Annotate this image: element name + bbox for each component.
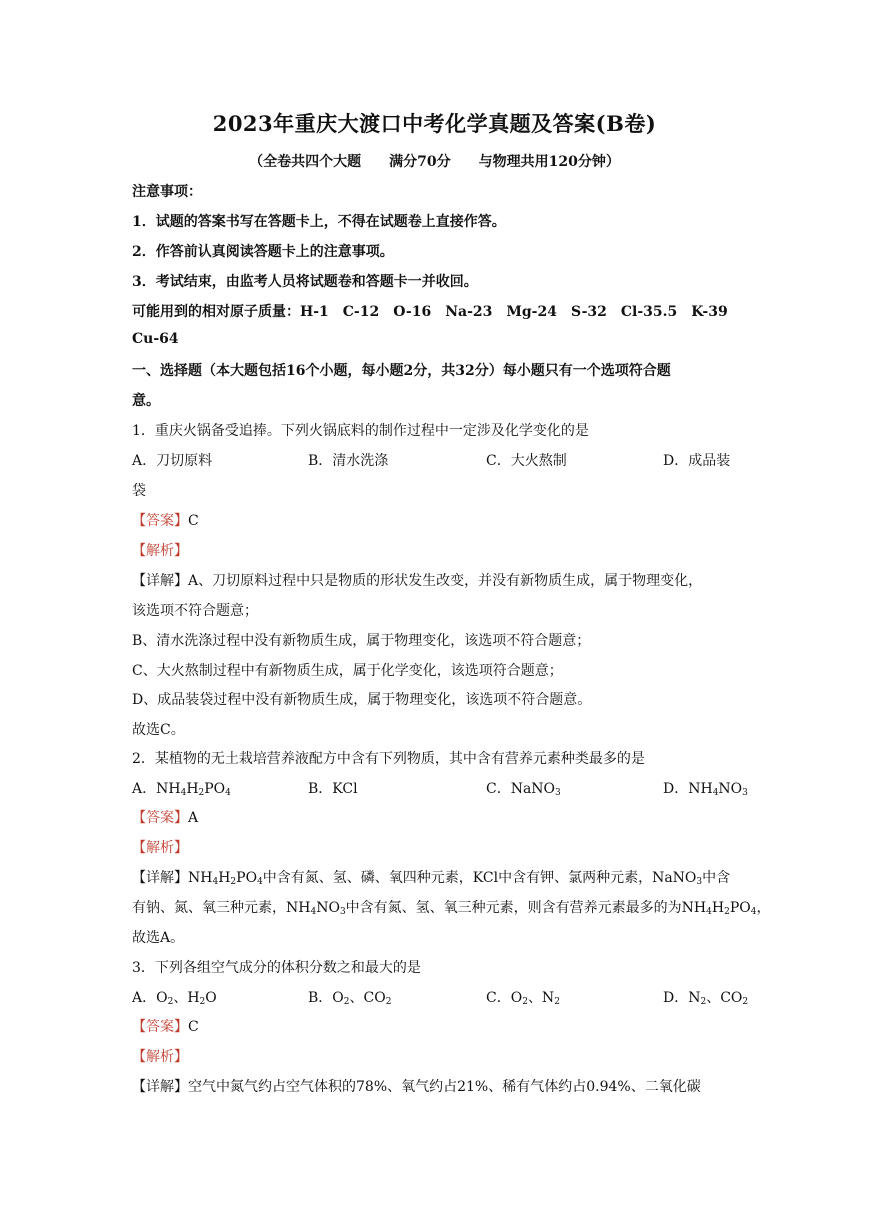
section-heading-line-2: 意。	[132, 393, 160, 409]
q1-option-a: A．刀切原料	[132, 453, 213, 469]
answer-label: 【答案】	[132, 810, 188, 826]
atomic-masses-line-1: 可能用到的相对原子质量：H-1 C-12 O-16 Na-23 Mg-24 S-32 Cl-35.5 K-39	[132, 304, 728, 320]
q2-analysis-label: 【解析】	[132, 840, 188, 856]
q1-detail-line-5: D、成品装袋过程中没有新物质生成，属于物理变化，该选项不符合题意。	[132, 692, 592, 708]
q1-analysis-label: 【解析】	[132, 543, 188, 559]
detail-label: 【详解】	[132, 870, 188, 886]
answer-label: 【答案】	[132, 513, 188, 529]
notice-item-2: 2．作答前认真阅读答题卡上的注意事项。	[132, 244, 394, 260]
q2-option-a: A．$NH_4H_2PO_4$	[132, 781, 231, 798]
q3-stem: 3．下列各组空气成分的体积分数之和最大的是	[132, 960, 421, 976]
q1-detail-text-1: A、刀切原料过程中只是物质的形状发生改变，并没有新物质生成，属于物理变化，	[188, 573, 703, 589]
q1-answer-value: C	[188, 513, 199, 529]
q2-answer	[132, 807, 742, 827]
q2-detail-line-2: 有钠、氮、氧三种元素，$NH_4NO_3$中含有氮、氢、氧三种元素，则含有营养元素最多的为$NH_4H_2PO_4$，	[132, 900, 771, 917]
document-title: 2023年重庆大渡口中考化学真题及答案(B卷)	[212, 111, 657, 136]
q2-option-d: D．$NH_4NO_3$	[663, 781, 748, 798]
detail-label: 【详解】	[132, 1079, 188, 1095]
q1-detail-line-2: 该选项不符合题意；	[132, 603, 258, 619]
q1-answer	[132, 510, 742, 530]
q3-option-d: D．$N_2$、$CO_2$	[663, 990, 749, 1007]
detail-label: 【详解】	[132, 573, 188, 589]
q2-answer-value: A	[188, 810, 199, 826]
q3-analysis-label: 【解析】	[132, 1049, 188, 1065]
q1-conclusion: 故选C。	[132, 722, 185, 738]
q3-answer	[132, 1016, 742, 1036]
q2-stem: 2．某植物的无土栽培营养液配方中含有下列物质，其中含有营养元素种类最多的是	[132, 751, 645, 767]
document-subtitle: （全卷共四个大题 满分70分 与物理共用120分钟）	[249, 154, 620, 170]
q1-detail-line-4: C、大火熬制过程中有新物质生成，属于化学变化，该选项符合题意；	[132, 663, 563, 679]
q2-conclusion: 故选A。	[132, 930, 185, 946]
q1-detail-line-3: B、清水洗涤过程中没有新物质生成，属于物理变化，该选项不符合题意；	[132, 633, 591, 649]
q1-option-c: C．大火熬制	[486, 453, 567, 469]
q3-option-a: A．$O_2$、$H_2O$	[132, 990, 217, 1007]
q3-option-c: C．$O_2$、$N_2$	[486, 990, 560, 1007]
q3-answer-value: C	[188, 1019, 199, 1035]
q1-option-d: D．成品装	[663, 453, 731, 469]
q1-detail-line-1	[132, 570, 742, 590]
q2-option-c: C．NaNO$_3$	[486, 781, 561, 798]
q3-detail-text-1: 空气中氮气约占空气体积的78%、氧气约占21%、稀有气体约占0.94%、二氧化碳	[188, 1079, 701, 1095]
q1-option-b: B．清水洗涤	[308, 453, 389, 469]
q3-detail-line-1	[132, 1076, 742, 1096]
notice-item-3: 3．考试结束，由监考人员将试题卷和答题卡一并收回。	[132, 274, 478, 290]
notice-item-1: 1．试题的答案书写在答题卡上，不得在试题卷上直接作答。	[132, 214, 506, 230]
q1-stem: 1．重庆火锅备受追捧。下列火锅底料的制作过程中一定涉及化学变化的是	[132, 423, 589, 439]
answer-label: 【答案】	[132, 1019, 188, 1035]
section-heading-line-1: 一、选择题（本大题包括16个小题，每小题2分，共32分）每小题只有一个选项符合题	[132, 363, 671, 379]
q2-detail-line-1: 【详解】$NH_4H_2PO_4$中含有氮、氢、磷、氧四种元素，KCl中含有钾、氯两种元素，NaNO$_3$中含	[132, 870, 731, 887]
q2-option-b: B．KCl	[308, 781, 358, 797]
notice-heading: 注意事项：	[132, 184, 202, 200]
atomic-masses-line-2: Cu-64	[132, 331, 179, 347]
q3-option-b: B．$O_2$、$CO_2$	[308, 990, 392, 1007]
q1-option-wrap: 袋	[132, 483, 146, 499]
